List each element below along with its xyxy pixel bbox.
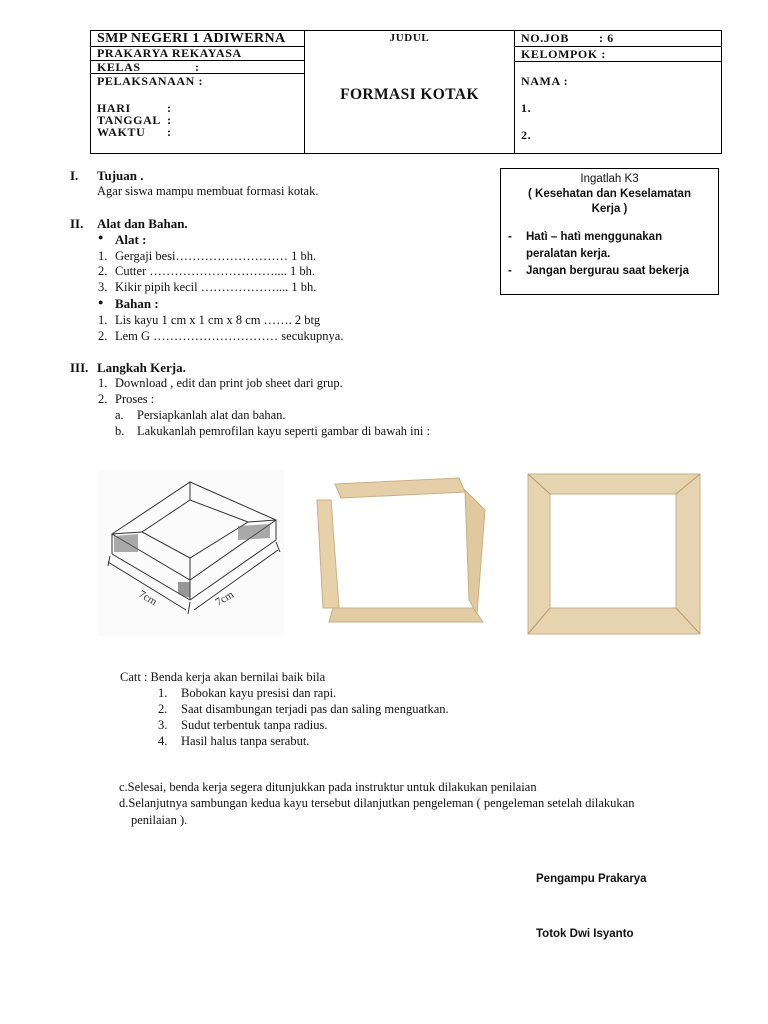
substep-b-text: Lakukanlah pemrofilan kayu seperti gambar di bawah ini : — [137, 424, 430, 438]
kelompok-label: KELOMPOK : — [515, 47, 721, 62]
subject-name: PRAKARYA REKAYASA — [91, 47, 304, 61]
section-1-text: Agar siswa mampu membuat formasi kotak. — [97, 184, 319, 198]
k3-item-2-dash: - — [508, 265, 512, 277]
kelas-label: KELAS — [97, 60, 141, 74]
frame-pieces-photo — [309, 470, 495, 636]
assembled-frame-drawing — [524, 470, 705, 636]
catatan-3-text: Sudut terbentuk tanpa radius. — [181, 718, 328, 732]
judul-label: JUDUL — [389, 32, 430, 44]
bahan-bullet: ● — [98, 297, 104, 307]
step-2-text: Proses : — [115, 392, 155, 406]
section-3-title: Langkah Kerja. — [97, 360, 186, 375]
section-2-number: II. — [70, 216, 84, 231]
catatan-4-text: Hasil halus tanpa serabut. — [181, 734, 310, 748]
section-3-number: III. — [70, 360, 89, 375]
judul-title: FORMASI KOTAK — [340, 86, 479, 103]
school-name: SMP NEGERI 1 ADIWERNA — [91, 31, 304, 47]
step-2-number: 2. — [98, 392, 108, 406]
header-middle-column — [305, 31, 515, 153]
catatan-4-number: 4. — [158, 734, 168, 748]
section-2-title: Alat dan Bahan. — [97, 216, 188, 231]
k3-subtitle: ( Kesehatan dan Keselamatan — [528, 188, 691, 200]
nojob-value: : 6 — [599, 31, 614, 45]
bahan-1-text: Lis kayu 1 cm x 1 cm x 8 cm ……. 2 btg — [115, 313, 321, 327]
alat-3-number: 3. — [98, 280, 108, 294]
nojob-label: NO.JOB — [521, 31, 569, 45]
bahan-1-number: 1. — [98, 313, 108, 327]
sketch-dimension-b: 7cm — [213, 588, 236, 609]
k3-item-1-line2: peralatan kerja. — [526, 248, 611, 260]
assembled-frame-photo — [524, 470, 705, 636]
tanggal-colon: : — [167, 113, 172, 127]
bahan-2-number: 2. — [98, 329, 108, 343]
header-right-column — [515, 31, 721, 153]
catatan-1-number: 1. — [158, 686, 168, 700]
bahan-label: Bahan : — [115, 296, 159, 311]
bahan-2-text: Lem G ………………………… secukupnya. — [115, 329, 344, 343]
signature-name: Totok Dwi Isyanto — [536, 928, 634, 940]
section-1-number: I. — [70, 168, 79, 183]
hari-label: HARI — [97, 101, 131, 115]
catatan-2-number: 2. — [158, 702, 168, 716]
catatan-2-text: Saat disambungan terjadi pas dan saling menguatkan. — [181, 702, 449, 716]
step-1-number: 1. — [98, 376, 108, 390]
k3-item-1-line1: Hatì – hatì menggunakan — [526, 231, 663, 243]
catatan-1-text: Bobokan kayu presisi dan rapi. — [181, 686, 337, 700]
box-sketch-drawing — [98, 470, 284, 636]
alat-1-text: Gergaji besi……………………… 1 bh. — [115, 249, 317, 263]
tanggal-label: TANGGAL — [97, 113, 161, 127]
substep-a-letter: a. — [115, 408, 124, 422]
header-left-column — [91, 31, 305, 153]
closing-c: c.Selesai, benda kerja segera ditunjukkan pada instruktur untuk dilakukan penilaian — [119, 780, 537, 794]
closing-d-line1: d.Selanjutnya sambungan kedua kayu tersebut dilanjutkan pengeleman ( pengeleman setelah dilakukan — [119, 796, 635, 810]
catatan-intro: Catt : Benda kerja akan bernilai baik bila — [120, 670, 326, 684]
frame-pieces-drawing — [309, 470, 495, 636]
alat-3-text: Kikir pipih kecil ……………….... 1 bh. — [115, 280, 317, 294]
catatan-3-number: 3. — [158, 718, 168, 732]
alat-2-number: 2. — [98, 264, 108, 278]
box-sketch-image — [98, 470, 284, 636]
k3-title: Ingatlah K3 — [580, 173, 639, 185]
sketch-dimension-a: 7cm — [136, 588, 159, 609]
waktu-colon: : — [167, 125, 172, 139]
alat-bullet: ● — [98, 232, 104, 242]
alat-2-text: Cutter ………………………….... 1 bh. — [115, 264, 315, 278]
waktu-label: WAKTU — [97, 125, 146, 139]
pelaksanaan-label: PELAKSANAAN : — [97, 74, 204, 88]
section-1-title: Tujuan . — [97, 168, 144, 183]
nama-1: 1. — [521, 101, 532, 115]
k3-item-2-line1: Jangan bergurau saat bekerja — [526, 265, 689, 277]
nama-label: NAMA : — [521, 74, 569, 88]
k3-item-1-dash: - — [508, 231, 512, 243]
nojob-row — [515, 31, 721, 47]
signature-role: Pengampu Prakarya — [536, 873, 647, 885]
alat-1-number: 1. — [98, 249, 108, 263]
step-1-text: Download , edit dan print job sheet dari grup. — [115, 376, 343, 390]
header-table — [90, 30, 722, 154]
kelas-colon: : — [195, 60, 200, 74]
substep-a-text: Persiapkanlah alat dan bahan. — [137, 408, 286, 422]
k3-subtitle-2: Kerja ) — [591, 203, 628, 215]
kelas-row — [91, 61, 304, 74]
substep-b-letter: b. — [115, 424, 125, 438]
hari-colon: : — [167, 101, 172, 115]
nama-2: 2. — [521, 128, 532, 142]
closing-d-line2: penilaian ). — [131, 813, 188, 827]
alat-label: Alat : — [115, 232, 147, 247]
k3-reminder-box — [500, 168, 719, 295]
